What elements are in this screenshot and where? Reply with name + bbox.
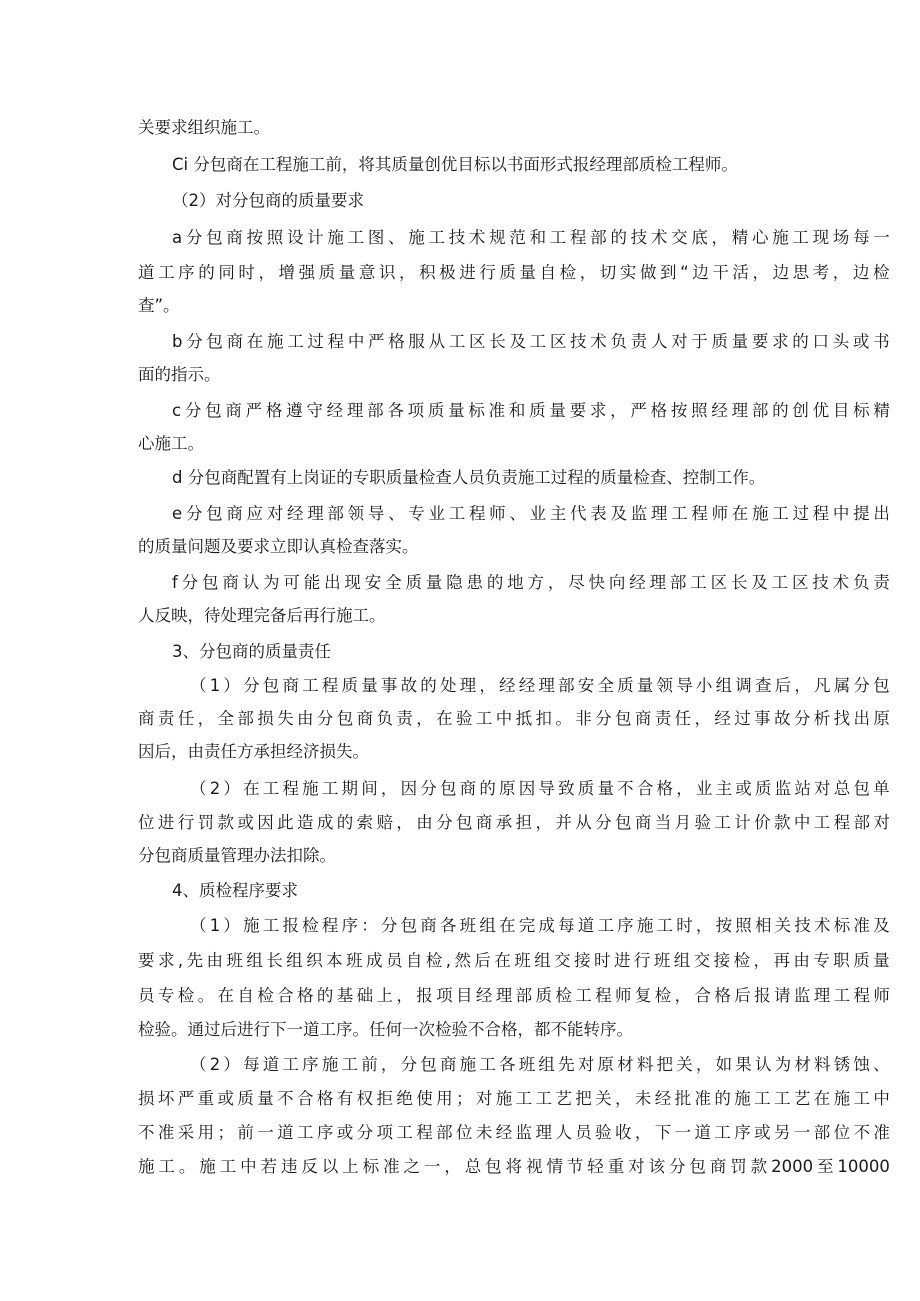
text-line: （ 1 ） 施 工 报 检 程 序 ： 分 包 商 各 班 组 在 完 成 每 道 工 序 施 工 时 ， 按 照 相 关 技 术 标 准 及	[190, 916, 890, 935]
text-line: 员 专 检 。 在 自 检 合 格 的 基 础 上 ， 报 项 目 经 理 部 质 检 工 程 师 复 检 ， 合 格 后 报 请 监 理 工 程 师	[138, 986, 890, 1005]
text-line: e 分 包 商 应 对 经 理 部 领 导 、 专 业 工 程 师 、 业 主 代 表 及 监 理 工 程 师 在 施 工 过 程 中 提 出	[172, 504, 890, 523]
text-line: c 分 包 商 严 格 遵 守 经 理 部 各 项 质 量 标 准 和 质 量 要 求 ， 严 格 按 照 经 理 部 的 创 优 目 标 精	[172, 401, 890, 420]
text-line: f 分 包 商 认 为 可 能 出 现 安 全 质 量 隐 患 的 地 方 ， 尽 快 向 经 理 部 工 区 长 及 工 区 技 术 负 责	[172, 573, 890, 592]
text-line: 心施工。	[138, 434, 204, 453]
text-line: （ 2 ） 在 工 程 施 工 期 间 ， 因 分 包 商 的 原 因 导 致 质 量 不 合 格 ， 业 主 或 质 监 站 对 总 包 单	[190, 779, 890, 798]
text-line: 施 工 。 施 工 中 若 违 反 以 上 标 准 之 一 ， 总 包 将 视 情 节 轻 重 对 该 分 包 商 罚 款 2000 至 10000	[138, 1157, 890, 1176]
section-heading: 3、分包商的质量责任	[172, 642, 331, 661]
section-heading: 4、质检程序要求	[172, 881, 298, 900]
text-line: （ 1 ） 分 包 商 工 程 质 量 事 故 的 处 理 ， 经 经 理 部 安 全 质 量 领 导 小 组 调 查 后 ， 凡 属 分 包	[190, 676, 890, 695]
text-line: 面的指示。	[138, 365, 221, 384]
text-line: 关要求组织施工。	[138, 118, 270, 137]
text-line: a 分 包 商 按 照 设 计 施 工 图 、 施 工 技 术 规 范 和 工 程 部 的 技 术 交 底 ， 精 心 施 工 现 场 每 一	[172, 228, 890, 247]
text-line: 检验。通过后进行下一道工序。任何一次检验不合格，都不能转序。	[138, 1020, 633, 1039]
text-line: 分包商质量管理办法扣除。	[138, 846, 336, 865]
text-line: b 分 包 商 在 施 工 过 程 中 严 格 服 从 工 区 长 及 工 区 技 术 负 责 人 对 于 质 量 要 求 的 口 头 或 书	[172, 332, 890, 351]
text-line: 查”。	[138, 296, 180, 315]
section-heading: （2）对分包商的质量要求	[172, 191, 364, 210]
text-line: 损 坏 严 重 或 质 量 不 合 格 有 权 拒 绝 使 用 ； 对 施 工 工 艺 把 关 ， 未 经 批 准 的 施 工 工 艺 在 施 工 中	[138, 1089, 890, 1108]
text-line: 的质量问题及要求立即认真检查落实。	[138, 537, 419, 556]
text-line: 位 进 行 罚 款 或 因 此 造 成 的 索 赔 ， 由 分 包 商 承 担 ， 并 从 分 包 商 当 月 验 工 计 价 款 中 工 程 部 对	[138, 813, 890, 832]
text-line: 人反映，待处理完备后再行施工。	[138, 606, 386, 625]
text-line: Ci 分包商在工程施工前，将其质量创优目标以书面形式报经理部质检工程师。	[172, 155, 738, 174]
text-line: （ 2 ） 每 道 工 序 施 工 前 ， 分 包 商 施 工 各 班 组 先 对 原 材 料 把 关 ， 如 果 认 为 材 料 锈 蚀 、	[190, 1055, 890, 1074]
text-line: 因后，由责任方承担经济损失。	[138, 742, 369, 761]
text-line: 不 准 采 用 ； 前 一 道 工 序 或 分 项 工 程 部 位 未 经 监 理 人 员 验 收 ， 下 一 道 工 序 或 另 一 部 位 不 准	[138, 1123, 890, 1142]
text-line: 道 工 序 的 同 时 ， 增 强 质 量 意 识 ， 积 极 进 行 质 量 自 检 ， 切 实 做 到 “ 边 干 活 ， 边 思 考 ， 边 检	[138, 263, 890, 282]
text-line: 商 责 任 ， 全 部 损 失 由 分 包 商 负 责 ， 在 验 工 中 抵 扣 。 非 分 包 商 责 任 ， 经 过 事 故 分 析 找 出 原	[138, 709, 890, 728]
text-line: d 分包商配置有上岗证的专职质量检查人员负责施工过程的质量检查、控制工作。	[172, 468, 766, 487]
text-line: 要 求 , 先 由 班 组 长 组 织 本 班 成 员 自 检 , 然 后 在 班 组 交 接 时 进 行 班 组 交 接 检 ， 再 由 专 职 质 量	[138, 951, 890, 970]
